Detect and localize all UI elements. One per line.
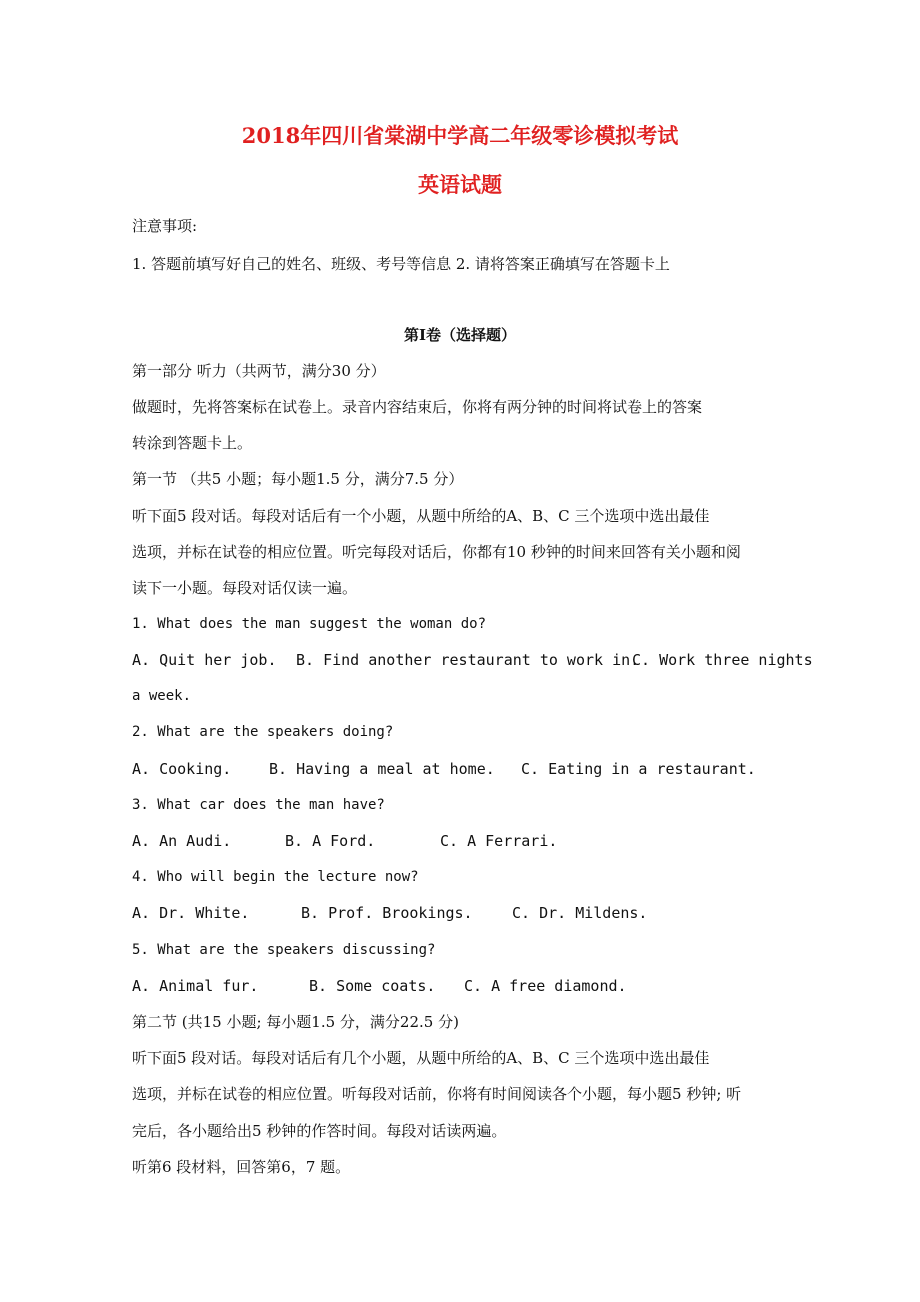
- section1-instruction: 选项，并标在试卷的相应位置。听完每段对话后，你都有10 秒钟的时间来回答有关小题和阅: [132, 543, 741, 561]
- question-stem: 4. Who will begin the lecture now?: [132, 869, 419, 885]
- option-b: B. Some coats.: [309, 977, 436, 995]
- question-stem: 5. What are the speakers discussing?: [132, 942, 436, 958]
- section2-instruction: 选项，并标在试卷的相应位置。听每段对话前，你将有时间阅读各个小题，每小题5 秒钟; 听: [132, 1085, 742, 1103]
- option-c-continued: a week.: [132, 688, 192, 704]
- option-b: B. A Ford.: [285, 832, 376, 850]
- option-a: A. Cooking.: [132, 760, 232, 778]
- section2-heading: 第二节 (共15 小题; 每小题1.5 分，满分22.5 分): [132, 1013, 459, 1031]
- option-a: A. Dr. White.: [132, 904, 250, 922]
- option-c: C. Work three nights: [632, 651, 813, 669]
- option-a: A. Quit her job.: [132, 651, 277, 669]
- notice-item: 1. 答题前填写好自己的姓名、班级、考号等信息 2. 请将答案正确填写在答题卡上: [132, 255, 670, 273]
- option-c: C. Eating in a restaurant.: [521, 760, 756, 778]
- option-c: C. A Ferrari.: [440, 832, 558, 850]
- option-b: B. Find another restaurant to work in.: [296, 651, 640, 669]
- question-stem: 3. What car does the man have?: [132, 797, 385, 813]
- volume-heading: 第I卷（选择题）: [403, 326, 517, 344]
- section2-instruction: 听下面5 段对话。每段对话后有几个小题，从题中所给的A、B、C 三个选项中选出最佳: [132, 1049, 710, 1067]
- section1-heading: 第一节 （共5 小题；每小题1.5 分，满分7.5 分）: [132, 470, 464, 488]
- part1-heading: 第一部分 听力（共两节，满分30 分）: [132, 362, 386, 380]
- section2-instruction: 完后，各小题给出5 秒钟的作答时间。每段对话读两遍。: [132, 1122, 507, 1140]
- exam-title: 2018年四川省棠湖中学高二年级零诊模拟考试: [241, 123, 679, 148]
- section1-instruction: 读下一小题。每段对话仅读一遍。: [132, 579, 358, 597]
- exam-subtitle: 英语试题: [418, 172, 502, 197]
- option-a: A. Animal fur.: [132, 977, 259, 995]
- section2-material: 听第6 段材料，回答第6，7 题。: [132, 1158, 351, 1176]
- notice-label: 注意事项:: [132, 217, 198, 235]
- part1-instruction: 转涂到答题卡上。: [132, 434, 253, 452]
- option-b: B. Having a meal at home.: [269, 760, 495, 778]
- part1-instruction: 做题时，先将答案标在试卷上。录音内容结束后，你将有两分钟的时间将试卷上的答案: [132, 398, 703, 416]
- question-stem: 2. What are the speakers doing?: [132, 724, 394, 740]
- option-b: B. Prof. Brookings.: [301, 904, 473, 922]
- option-c: C. A free diamond.: [464, 977, 627, 995]
- section1-instruction: 听下面5 段对话。每段对话后有一个小题，从题中所给的A、B、C 三个选项中选出最佳: [132, 507, 710, 525]
- option-c: C. Dr. Mildens.: [512, 904, 648, 922]
- question-stem: 1. What does the man suggest the woman do?: [132, 616, 487, 632]
- option-a: A. An Audi.: [132, 832, 232, 850]
